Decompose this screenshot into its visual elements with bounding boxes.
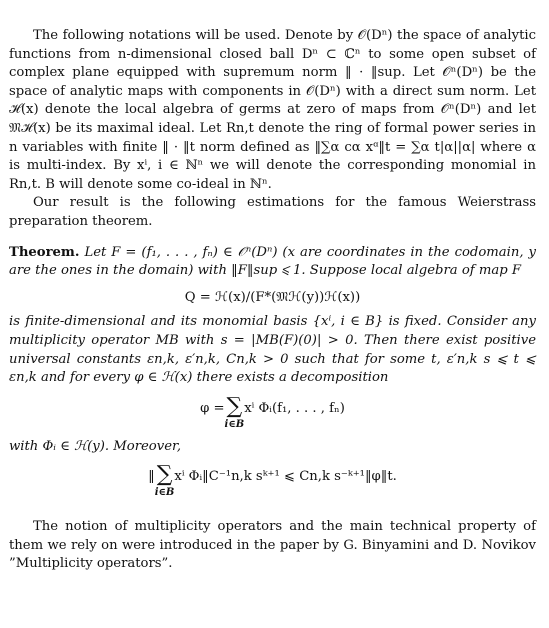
equation-local-algebra-text: Q = ℋ(x)/(F*(𝔐ℋ(y))ℋ(x)) — [184, 289, 361, 305]
theorem-label: Theorem. — [9, 244, 80, 260]
theorem-statement — [9, 244, 536, 281]
equation-local-algebra — [9, 289, 536, 308]
estimate-sum-symbol: ∑ — [156, 462, 173, 488]
estimate-sum-operator — [155, 464, 175, 500]
spacer — [9, 232, 536, 244]
equation-estimate-left: ‖ — [148, 469, 155, 485]
sum-symbol: ∑ — [226, 393, 243, 419]
theorem-text-1: Let F = (f₁, . . . , fₙ) ∈ 𝒪ⁿ(Dⁿ) (x are coordinates in the codomain, y are the ones in the domain) with ‖F‖sup ⩽ 1. Suppose local algebra of map F — [9, 244, 536, 279]
spacer-2 — [9, 506, 536, 518]
theorem-block — [9, 244, 536, 501]
equation-decomposition-right: xⁱ Φᵢ(f₁, . . . , fₙ) — [244, 400, 345, 416]
sum-operator — [224, 393, 245, 432]
sum-limit: i∈B — [224, 418, 245, 430]
theorem-text-3: with Φᵢ ∈ ℋ(y). Moreover, — [9, 438, 182, 454]
notation-paragraph: The following notations will be used. Denote by 𝒪(Dⁿ) the space of analytic functions from n-dimensional closed ball Dⁿ ⊂ ℂⁿ to some open subset of complex plane equipped with supremum norm ‖ · ‖sup. Let 𝒪ⁿ(Dⁿ) be the space of analytic maps with components in 𝒪(Dⁿ) with a direct sum norm. Let ℋ(x) denote the local algebra of germs at zero of maps from 𝒪ⁿ(Dⁿ) and let 𝔐ℋ(x) be its maximal ideal. Let Rn,t denote the ring of formal power series in n variables with finite ‖ · ‖t norm defined as ‖∑α cα xᵅ‖t = ∑α t|α||α| where α is multi-index. By xⁱ, i ∈ ℕⁿ we will denote the corresponding monomial in Rn,t. B will denote some co-ideal in ℕⁿ. — [9, 28, 536, 192]
equation-estimate-right: xⁱ Φᵢ‖C⁻¹n,k sᵏ⁺¹ ⩽ Cn,k s⁻ᵏ⁺¹‖φ‖t. — [174, 469, 397, 485]
estimate-sum-limit: i∈B — [154, 487, 175, 499]
theorem-text-2: is finite-dimensional and its monomial basis {xⁱ, i ∈ B} is fixed. Consider any multiplicity operator MB with s = |MB(F)(0)| > 0. Then there exist positive universal constants εn,k, ε′n,k, Cn,k > 0 such that for some t, ε′n,k s ⩽ t ⩽ εn,k and for every φ ∈ ℋ(x) there exists a decomposition — [9, 314, 536, 386]
result-paragraph: Our result is the following estimations for the famous Weierstrass preparation theorem. — [9, 195, 536, 229]
closing-paragraph: The notion of multiplicity operators and the main technical property of them we rely on were introduced in the paper by G. Binyamini and D. Novikov ”Multiplicity operators”. — [9, 519, 536, 572]
equation-estimate — [9, 464, 536, 500]
equation-decomposition-left: φ = — [200, 400, 225, 416]
equation-decomposition — [9, 393, 536, 432]
